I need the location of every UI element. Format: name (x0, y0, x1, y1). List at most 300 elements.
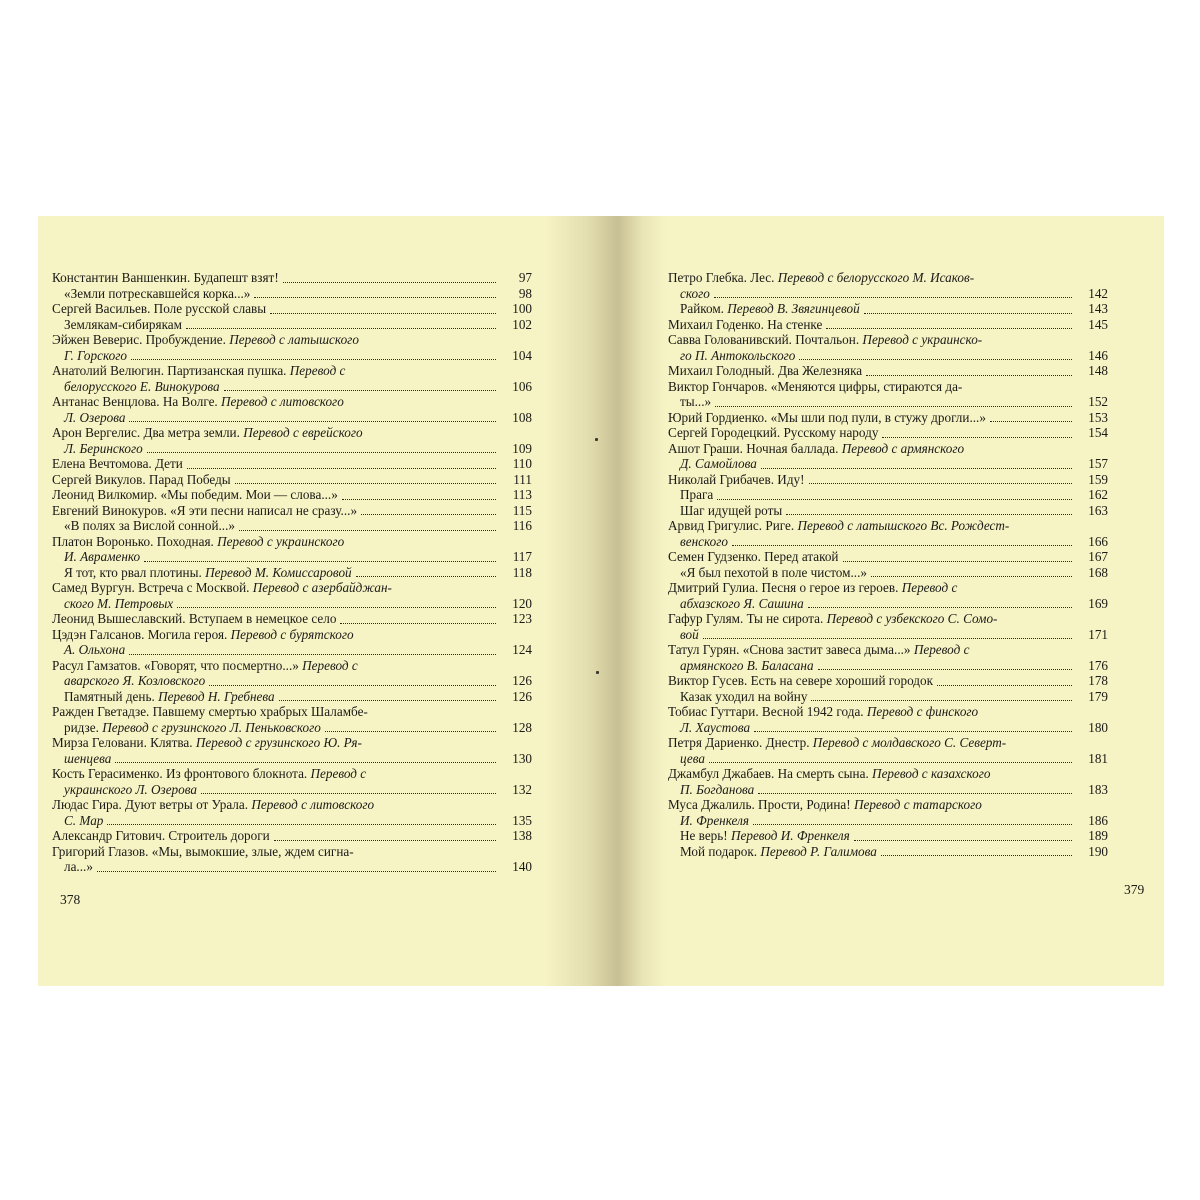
toc-translation-credit: шенцева (64, 750, 112, 766)
toc-text: Сергей Васильев. Поле русской славы (52, 301, 267, 316)
toc-line (668, 720, 1108, 736)
dot-leader (239, 530, 496, 531)
toc-entry (52, 286, 532, 302)
toc-line (52, 379, 532, 395)
dot-leader (811, 700, 1072, 701)
toc-page-number: 100 (512, 301, 532, 316)
toc-text: Платон Воронько. Походная. (52, 533, 218, 549)
toc-line (52, 658, 532, 674)
toc-entry (52, 580, 532, 611)
toc-line-text (52, 766, 366, 782)
toc-line (52, 441, 532, 457)
toc-entry (668, 797, 1108, 828)
toc-line-text (680, 348, 795, 364)
toc-line (668, 565, 1108, 581)
toc-translation-credit: Перевод с (289, 363, 346, 378)
toc-page-number: 145 (1088, 316, 1108, 332)
toc-line (52, 565, 532, 581)
toc-translation-credit: Перевод с молдавского С. Северт- (812, 735, 1007, 750)
toc-line (668, 627, 1108, 643)
toc-entry (668, 518, 1108, 549)
toc-text: Виктор Гусев. Есть на севере хороший городок (668, 673, 933, 688)
toc-entry (668, 441, 1108, 472)
toc-entry (668, 844, 1108, 860)
dot-leader (129, 654, 496, 655)
toc-line-text (64, 410, 125, 426)
toc-entry (52, 317, 532, 333)
toc-line-text (52, 425, 363, 441)
toc-entry (52, 363, 532, 394)
toc-translation-credit: Перевод с латышского (229, 332, 359, 347)
toc-page-number: 140 (512, 859, 532, 874)
toc-entry (668, 642, 1108, 673)
toc-entry (52, 565, 532, 581)
toc-entry (668, 487, 1108, 503)
dot-leader (201, 793, 496, 794)
toc-line (52, 611, 532, 627)
toc-page-number: 104 (512, 347, 532, 363)
toc-translation-credit: Перевод В. Звягинцевой (727, 301, 860, 316)
dot-leader (177, 607, 496, 608)
toc-entry (52, 704, 532, 735)
toc-entry (52, 627, 532, 658)
toc-page-number: 143 (1088, 301, 1108, 316)
dot-leader (270, 313, 496, 314)
toc-line (52, 549, 532, 565)
print-speck (595, 438, 598, 441)
toc-translation-credit: С. Мар (64, 812, 104, 828)
toc-line-text (52, 658, 358, 674)
toc-translation-credit: Перевод И. Френкеля (730, 828, 850, 843)
toc-text: Петро Глебка. Лес. (668, 270, 778, 285)
toc-line-text (64, 689, 275, 705)
toc-page-number: 98 (518, 285, 532, 301)
toc-line (668, 580, 1108, 596)
toc-line-text (64, 596, 173, 612)
dot-leader (144, 561, 496, 562)
toc-page-number: 118 (512, 564, 532, 580)
toc-line-text (668, 332, 982, 348)
toc-text: Леонид Вышеславский. Вступаем в немецкое село (52, 611, 337, 626)
dot-leader (209, 685, 496, 686)
toc-text: «В полях за Вислой сонной...» (64, 518, 235, 533)
toc-line (668, 487, 1108, 503)
toc-translation-credit: Перевод с (913, 642, 970, 657)
toc-text: Николай Грибачев. Иду! (668, 471, 805, 487)
toc-translation-credit: цева (680, 750, 706, 766)
toc-text: Землякам-сибирякам (64, 316, 182, 332)
toc-line-text (680, 596, 804, 612)
toc-line (52, 689, 532, 705)
toc-line-text (52, 270, 279, 286)
toc-page-number: 163 (1088, 502, 1108, 518)
toc-line (668, 611, 1108, 627)
toc-translation-credit: аварского Я. Козловского (64, 673, 206, 688)
toc-text: Райком. (680, 301, 728, 316)
toc-line (52, 596, 532, 612)
left-page-contents (52, 270, 532, 875)
toc-page-number: 162 (1088, 487, 1108, 502)
toc-text: Мой подарок. (680, 843, 761, 859)
toc-entry (668, 828, 1108, 844)
toc-text: Петря Дариенко. Днестр. (668, 735, 813, 750)
toc-line (668, 534, 1108, 550)
toc-line (52, 797, 532, 813)
dot-leader (325, 731, 496, 732)
toc-text: Дмитрий Гулиа. Песня о герое из героев. (668, 580, 902, 595)
toc-page-number: 154 (1088, 425, 1108, 440)
toc-entry (52, 534, 532, 565)
toc-text: Шаг идущей роты (680, 502, 783, 518)
toc-line (668, 301, 1108, 317)
toc-line-text (668, 580, 957, 596)
toc-line (52, 286, 532, 302)
toc-text: Леонид Вилкомир. «Мы победим. Мои — слова...» (52, 487, 338, 502)
toc-entry (668, 704, 1108, 735)
toc-page-number: 186 (1088, 812, 1108, 828)
toc-line-text (52, 394, 344, 410)
toc-line-text (680, 782, 754, 798)
dot-leader (882, 437, 1072, 438)
toc-line-text (668, 317, 822, 333)
toc-translation-credit: Л. Хаустова (680, 719, 751, 735)
toc-page-number: 126 (512, 673, 532, 688)
toc-line-text (680, 565, 867, 581)
toc-translation-credit: украинского Л. Озерова (64, 781, 197, 797)
toc-line (668, 844, 1108, 860)
dot-leader (235, 483, 496, 484)
toc-entry (668, 301, 1108, 317)
toc-line-text (52, 332, 359, 348)
dot-leader (786, 514, 1072, 515)
dot-leader (937, 685, 1072, 686)
toc-page-number: 106 (512, 378, 532, 394)
toc-line (668, 270, 1108, 286)
toc-entry (668, 766, 1108, 797)
toc-line (52, 704, 532, 720)
toc-line-text (52, 797, 374, 813)
toc-line-text (668, 425, 878, 441)
toc-page-number: 138 (512, 828, 532, 843)
toc-line-text (668, 766, 991, 782)
toc-line-text (52, 704, 368, 720)
toc-line-text (668, 410, 986, 426)
toc-line-text (52, 456, 183, 472)
toc-entry (668, 270, 1108, 301)
toc-text: Не верь! (680, 828, 731, 843)
toc-text: Памятный день. (64, 688, 159, 704)
toc-line (668, 549, 1108, 565)
toc-page-number: 178 (1088, 673, 1108, 688)
dot-leader (864, 313, 1072, 314)
toc-line-text (668, 549, 839, 565)
toc-line (668, 658, 1108, 674)
dot-leader (809, 483, 1072, 484)
toc-line-text (64, 379, 220, 395)
toc-line (668, 410, 1108, 426)
toc-page-number: 142 (1088, 285, 1108, 301)
toc-text: Семен Гудзенко. Перед атакой (668, 549, 839, 564)
toc-line-text (64, 782, 197, 798)
toc-line (668, 735, 1108, 751)
toc-line-text (668, 673, 933, 689)
toc-page-number: 168 (1088, 564, 1108, 580)
toc-text: Эйжен Веверис. Пробуждение. (52, 332, 230, 347)
dot-leader (753, 824, 1072, 825)
toc-translation-credit: абхазского Я. Сашина (680, 595, 804, 611)
toc-translation-credit: Перевод с узбекского С. Сомо- (826, 611, 998, 626)
toc-line (668, 828, 1108, 844)
toc-line (668, 348, 1108, 364)
dot-leader (342, 499, 496, 500)
toc-page-number: 111 (513, 471, 532, 487)
toc-line (668, 766, 1108, 782)
toc-line (52, 627, 532, 643)
toc-translation-credit: ского М. Петровых (64, 595, 174, 611)
toc-translation-credit: Г. Горского (64, 347, 127, 363)
toc-line (668, 332, 1108, 348)
toc-text: Прага (680, 487, 714, 502)
toc-line (668, 503, 1108, 519)
toc-entry (52, 301, 532, 317)
toc-line (668, 689, 1108, 705)
print-speck (596, 671, 599, 674)
toc-page-number: 108 (512, 409, 532, 425)
toc-translation-credit: Перевод Н. Гребнева (158, 688, 275, 704)
toc-line (668, 317, 1108, 333)
toc-translation-credit: Перевод с грузинского Ю. Ря- (195, 735, 362, 750)
toc-page-number: 123 (512, 611, 532, 626)
toc-line-text (52, 627, 354, 643)
toc-line-text (668, 379, 962, 395)
toc-line-text (668, 363, 862, 379)
dot-leader (361, 514, 496, 515)
dot-leader (254, 297, 496, 298)
toc-page-number: 167 (1088, 549, 1108, 564)
toc-text: Александр Гитович. Строитель дороги (52, 828, 270, 843)
toc-line-text (668, 797, 982, 813)
toc-line (668, 425, 1108, 441)
toc-line-text (680, 487, 713, 503)
toc-text: Ражден Гветадзе. Павшему смертью храбрых Шаламбе- (52, 704, 368, 719)
toc-entry (668, 425, 1108, 441)
toc-text: Михаил Голодный. Два Железняка (668, 363, 863, 378)
toc-entry (668, 363, 1108, 379)
toc-text: Кость Герасименко. Из фронтового блокнота. (52, 766, 311, 781)
toc-text: Цэдэн Галсанов. Могила героя. (52, 626, 231, 642)
toc-line (668, 363, 1108, 379)
toc-entry (668, 689, 1108, 705)
toc-line (52, 859, 532, 875)
dot-leader (808, 607, 1072, 608)
toc-translation-credit: Перевод с азербайджан- (252, 580, 392, 595)
toc-line (52, 580, 532, 596)
toc-line-text (52, 611, 336, 627)
dot-leader (717, 499, 1072, 500)
toc-entry (668, 673, 1108, 689)
toc-text: Сергей Городецкий. Русскому народу (668, 425, 879, 440)
toc-line (52, 534, 532, 550)
toc-entry (52, 828, 532, 844)
toc-page-number: 153 (1088, 409, 1108, 425)
toc-line (668, 456, 1108, 472)
toc-line (668, 813, 1108, 829)
toc-line-text (64, 518, 235, 534)
toc-text: Сергей Викулов. Парад Победы (52, 471, 231, 487)
toc-line (52, 394, 532, 410)
toc-entry (668, 332, 1108, 363)
toc-text: Савва Голованивский. Почтальон. (668, 332, 863, 347)
toc-text: Ашот Граши. Ночная баллада. (668, 440, 842, 456)
dot-leader (274, 840, 496, 841)
toc-translation-credit: Перевод с грузинского Л. Пеньковского (102, 719, 321, 735)
toc-text: Константин Ваншенкин. Будапешт взят! (52, 270, 279, 285)
toc-translation-credit: Перевод с (310, 766, 367, 781)
toc-page-number: 179 (1088, 688, 1108, 704)
toc-line-text (680, 627, 699, 643)
toc-entry (52, 766, 532, 797)
toc-text: Арон Вергелис. Два метра земли. (52, 425, 244, 440)
toc-line-text (52, 472, 231, 488)
toc-line-text (680, 394, 711, 410)
toc-line (668, 797, 1108, 813)
toc-translation-credit: Перевод с финского (866, 704, 979, 719)
toc-line-text (668, 611, 997, 627)
dot-leader (871, 576, 1072, 577)
dot-leader (224, 390, 496, 391)
toc-page-number: 120 (512, 595, 532, 611)
toc-line (52, 332, 532, 348)
toc-text: Елена Вечтомова. Дети (52, 456, 183, 471)
toc-line-text (668, 518, 1009, 534)
toc-line-text (64, 565, 352, 581)
toc-page-number: 132 (512, 781, 532, 797)
toc-text: ла...» (64, 859, 93, 874)
toc-entry (52, 487, 532, 503)
dot-leader (703, 638, 1072, 639)
toc-entry (52, 394, 532, 425)
toc-line-text (680, 720, 750, 736)
toc-line-text (680, 813, 749, 829)
toc-line (668, 673, 1108, 689)
toc-page-number: 146 (1088, 347, 1108, 363)
toc-entry (52, 735, 532, 766)
toc-text: Григорий Глазов. «Мы, вымокшие, злые, ждем сигна- (52, 843, 354, 859)
toc-line (668, 472, 1108, 488)
toc-line (52, 735, 532, 751)
toc-translation-credit: Перевод с еврейского (243, 425, 363, 440)
toc-page-number: 113 (512, 487, 532, 502)
toc-line (52, 642, 532, 658)
toc-line-text (64, 441, 143, 457)
toc-entry (52, 844, 532, 875)
toc-translation-credit: Перевод с литовского (221, 394, 344, 409)
toc-line-text (680, 534, 728, 550)
dot-leader (761, 468, 1072, 469)
toc-line-text (52, 735, 362, 751)
toc-entry (52, 518, 532, 534)
dot-leader (283, 282, 496, 283)
toc-page-number: 169 (1088, 595, 1108, 611)
toc-translation-credit: Перевод с литовского (251, 797, 375, 812)
toc-line (52, 301, 532, 317)
toc-line-text (64, 549, 140, 565)
toc-line-text (64, 286, 250, 302)
toc-line-text (64, 642, 125, 658)
toc-page-number: 189 (1088, 828, 1108, 843)
dot-leader (187, 468, 496, 469)
toc-line-text (680, 689, 807, 705)
toc-entry (668, 472, 1108, 488)
toc-translation-credit: И. Френкеля (680, 812, 749, 828)
toc-text: Анатолий Велюгин. Партизанская пушка. (52, 363, 290, 378)
dot-leader (818, 669, 1072, 670)
toc-page-number: 102 (512, 316, 532, 332)
toc-line-text (64, 720, 321, 736)
dot-leader (732, 545, 1072, 546)
toc-line (52, 673, 532, 689)
toc-line (668, 441, 1108, 457)
toc-line-text (668, 735, 1006, 751)
right-page-number: 379 (1124, 882, 1145, 897)
toc-entry (668, 410, 1108, 426)
toc-line (52, 487, 532, 503)
toc-page-number: 117 (512, 549, 532, 564)
toc-text: Я тот, кто рвал плотины. (64, 564, 206, 580)
dot-leader (129, 421, 496, 422)
toc-line-text (668, 441, 964, 457)
toc-line-text (64, 813, 103, 829)
toc-translation-credit: Л. Беринского (64, 440, 143, 456)
toc-entry (668, 580, 1108, 611)
toc-translation-credit: го П. Антокольского (680, 347, 796, 363)
toc-entry (668, 735, 1108, 766)
dot-leader (115, 762, 496, 763)
toc-line (668, 704, 1108, 720)
dot-leader (754, 731, 1072, 732)
dot-leader (866, 375, 1072, 376)
toc-entry (52, 456, 532, 472)
toc-translation-credit: венского (680, 533, 728, 549)
toc-translation-credit: Перевод с украинского (217, 533, 345, 549)
toc-translation-credit: армянского В. Баласана (680, 657, 814, 673)
toc-line (668, 751, 1108, 767)
toc-line-text (680, 751, 705, 767)
toc-text: Евгений Винокуров. «Я эти песни написал не сразу...» (52, 502, 358, 518)
toc-line-text (680, 286, 710, 302)
toc-page-number: 180 (1088, 719, 1108, 735)
toc-line-text (52, 580, 392, 596)
dot-leader (714, 297, 1072, 298)
dot-leader (186, 328, 496, 329)
toc-page-number: 97 (518, 270, 532, 285)
toc-line (52, 363, 532, 379)
toc-line-text (680, 456, 757, 472)
toc-line-text (52, 503, 357, 519)
toc-line-text (680, 844, 877, 860)
dot-leader (881, 855, 1072, 856)
toc-line (668, 596, 1108, 612)
toc-line-text (52, 828, 270, 844)
toc-line (52, 425, 532, 441)
toc-page-number: 126 (512, 688, 532, 704)
toc-line-text (680, 503, 782, 519)
toc-text: Казак уходил на войну (680, 688, 808, 704)
toc-entry (668, 317, 1108, 333)
toc-line-text (64, 673, 205, 689)
toc-translation-credit: Перевод с армянского (841, 440, 965, 456)
toc-entry (52, 797, 532, 828)
